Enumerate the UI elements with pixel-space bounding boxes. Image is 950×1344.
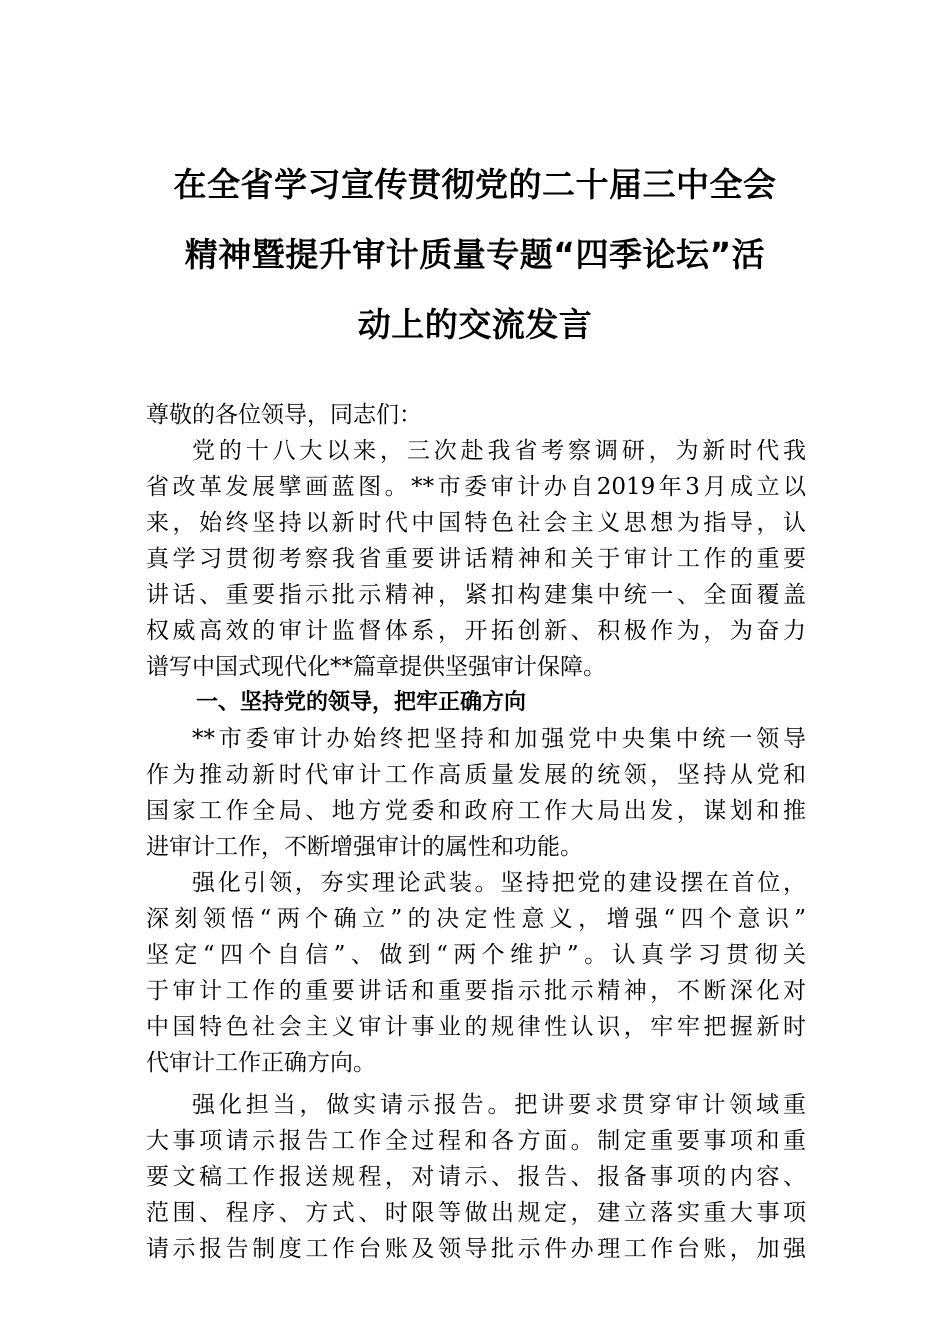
paragraph-line: 强化担当，做实请示报告。把讲要求贯穿审计领域重 bbox=[192, 1092, 806, 1118]
paragraph-line: 范围、程序、方式、时限等做出规定，建立落实重大事项 bbox=[146, 1200, 806, 1226]
paragraph-line: 真学习贯彻考察我省重要讲话精神和关于审计工作的重要 bbox=[146, 546, 806, 572]
paragraph-4 bbox=[146, 1087, 806, 1267]
paragraph-line: 代审计工作正确方向。 bbox=[146, 1050, 376, 1076]
section-heading-1: 一、坚持党的领导，把牢正确方向 bbox=[196, 690, 527, 715]
paragraph-line: 坚定“四个自信”、做到“两个维护”。认真学习贯彻关 bbox=[146, 942, 806, 968]
document-body bbox=[146, 397, 806, 1267]
paragraph-line: 于审计工作的重要讲话和重要指示批示精神，不断深化对 bbox=[146, 978, 806, 1004]
paragraph-line: 省改革发展擘画蓝图。**市委审计办自2019年3月成立以 bbox=[146, 474, 806, 500]
paragraph-2 bbox=[146, 721, 806, 865]
document-title bbox=[120, 150, 830, 360]
paragraph-line: 党的十八大以来，三次赴我省考察调研，为新时代我 bbox=[192, 438, 806, 464]
paragraph-line: 作为推动新时代审计工作高质量发展的统领，坚持从党和 bbox=[146, 762, 806, 788]
paragraph-line: 大事项请示报告工作全过程和各方面。制定重要事项和重 bbox=[146, 1128, 806, 1154]
title-line-2: 精神暨提升审计质量专题“四季论坛”活 bbox=[184, 235, 766, 274]
paragraph-line: 进审计工作，不断增强审计的属性和功能。 bbox=[146, 834, 583, 860]
paragraph-line: 强化引领，夯实理论武装。坚持把党的建设摆在首位， bbox=[192, 870, 806, 896]
paragraph-line: 要文稿工作报送规程，对请示、报告、报备事项的内容、 bbox=[146, 1164, 806, 1190]
paragraph-1 bbox=[146, 433, 806, 685]
paragraph-line: 中国特色社会主义审计事业的规律性认识，牢牢把握新时 bbox=[146, 1014, 806, 1040]
paragraph-line: 权威高效的审计监督体系，开拓创新、积极作为，为奋力 bbox=[146, 618, 806, 644]
paragraph-3 bbox=[146, 865, 806, 1081]
paragraph-line: 来，始终坚持以新时代中国特色社会主义思想为指导，认 bbox=[146, 510, 806, 536]
paragraph-line: 讲话、重要指示批示精神，紧扣构建集中统一、全面覆盖 bbox=[146, 582, 806, 608]
paragraph-line: 深刻领悟“两个确立”的决定性意义，增强“四个意识” bbox=[146, 906, 806, 932]
paragraph-line: **市委审计办始终把坚持和加强党中央集中统一领导 bbox=[192, 726, 806, 752]
title-line-1: 在全省学习宣传贯彻党的二十届三中全会 bbox=[173, 165, 777, 204]
paragraph-line: 国家工作全局、地方党委和政府工作大局出发，谋划和推 bbox=[146, 798, 806, 824]
paragraph-line: 请示报告制度工作台账及领导批示件办理工作台账，加强 bbox=[146, 1236, 806, 1262]
salutation: 尊敬的各位领导，同志们： bbox=[146, 402, 422, 428]
title-line-3: 动上的交流发言 bbox=[357, 305, 593, 344]
paragraph-line: 谱写中国式现代化**篇章提供坚强审计保障。 bbox=[146, 654, 606, 680]
